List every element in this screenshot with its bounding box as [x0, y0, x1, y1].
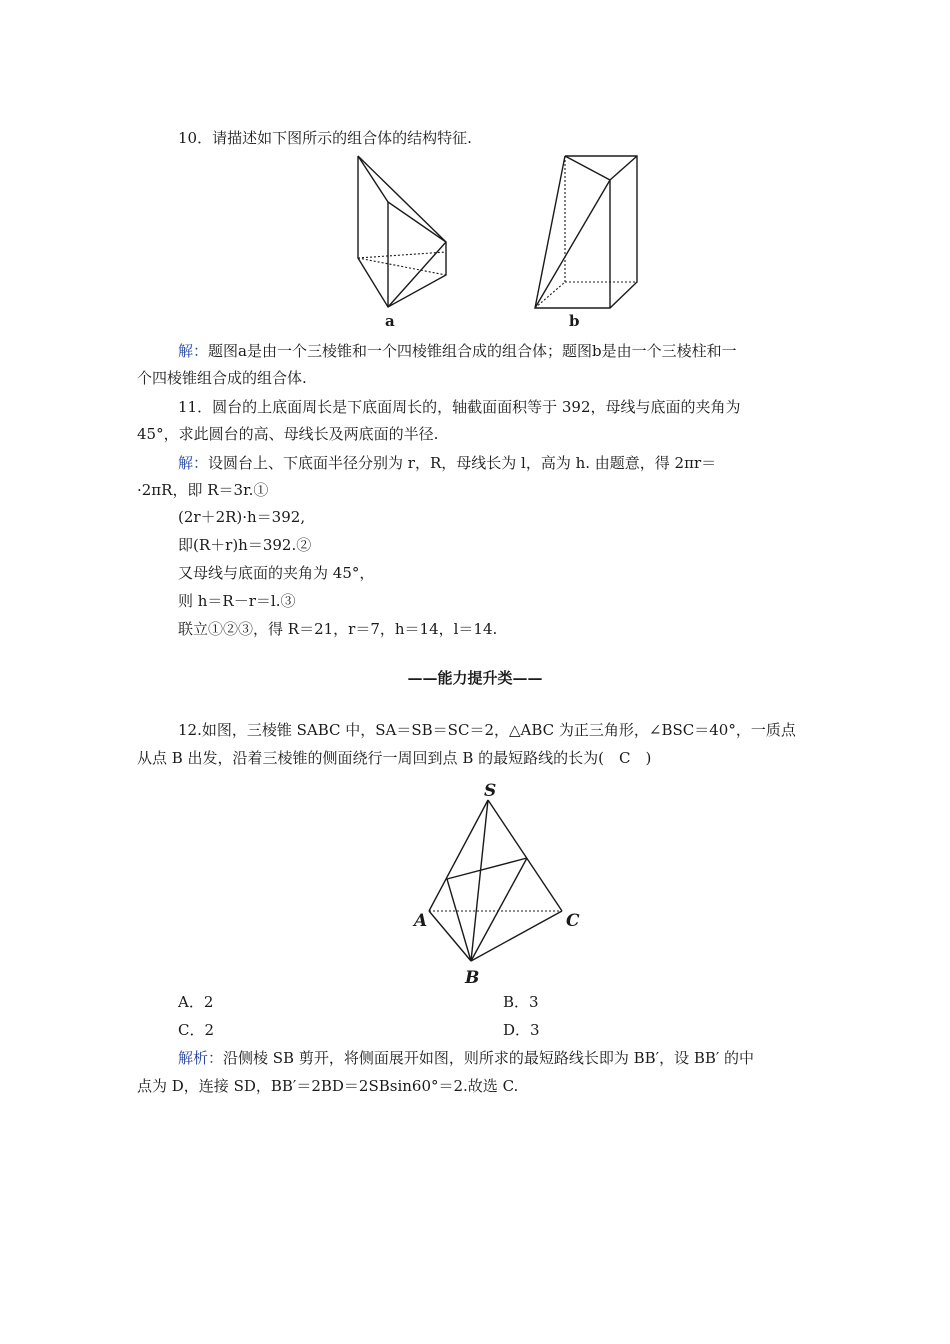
q11-answer-line1: [178, 453, 716, 473]
option-a: A．2: [178, 993, 214, 1011]
answer-text: 设圆台上、下底面半径分别为 r，R，母线长为 l，高为 h. 由题意，得 2πr＝: [208, 454, 717, 472]
answer-label: 解：: [178, 342, 209, 360]
q12-answer-line1: [178, 1048, 754, 1068]
vertex-label-c: C: [566, 911, 580, 931]
vertex-label-b: B: [465, 968, 480, 988]
figure-a-label: a: [385, 312, 395, 330]
answer-text: 沿侧棱 SB 剪开，将侧面展开如图，则所求的最短路线长即为 BB′，设 BB′ 的中: [223, 1049, 755, 1067]
q11-answer-line3: (2r＋2R)·h＝392,: [178, 508, 306, 526]
q10-answer-line2: 个四棱锥组合成的组合体.: [137, 369, 307, 387]
q12-question-line1: 12.如图，三棱锥 SABC 中，SA＝SB＝SC＝2，△ABC 为正三角形，∠BSC＝40°，一质点: [178, 721, 796, 739]
vertex-label-a: A: [414, 911, 428, 931]
q11-question-line1: 11．圆台的上底面周长是下底面周长的，轴截面面积等于 392，母线与底面的夹角为: [178, 398, 741, 416]
q10-answer-line1: [178, 341, 737, 361]
q12-question-line2: 从点 B 出发，沿着三棱锥的侧面绕行一周回到点 B 的最短路线的长为( C ): [137, 749, 652, 767]
q11-answer-line2: ·2πR，即 R＝3r.①: [137, 481, 269, 499]
option-c: C．2: [178, 1021, 215, 1039]
answer-label: 解：: [178, 454, 209, 472]
q12-answer-line2: 点为 D，连接 SD，BB′＝2BD＝2SBsin60°＝2.故选 C.: [137, 1077, 519, 1095]
q11-question-line2: 45°，求此圆台的高、母线长及两底面的半径.: [137, 425, 439, 443]
vertex-label-s: S: [484, 781, 497, 801]
option-b: B．3: [503, 993, 539, 1011]
q11-answer-line7: 联立①②③，得 R＝21，r＝7，h＝14，l＝14.: [178, 620, 498, 638]
q11-answer-line5: 又母线与底面的夹角为 45°，: [178, 564, 375, 582]
figure-a: [350, 152, 460, 312]
q11-answer-line6: 则 h＝R－r＝l.③: [178, 592, 296, 610]
q11-answer-line4: 即(R＋r)h＝392.②: [178, 536, 312, 554]
figure-b-label: b: [569, 312, 580, 330]
answer-label: 解析：: [178, 1049, 224, 1067]
q10-question: 10．请描述如下图所示的组合体的结构特征.: [178, 129, 472, 147]
figure-b: [530, 152, 645, 312]
answer-text: 题图a是由一个三棱锥和一个四棱锥组合成的组合体；题图b是由一个三棱柱和一: [208, 342, 737, 360]
section-title: ——能力提升类——: [407, 669, 543, 687]
pyramid-figure: [405, 778, 595, 993]
option-d: D．3: [503, 1021, 540, 1039]
